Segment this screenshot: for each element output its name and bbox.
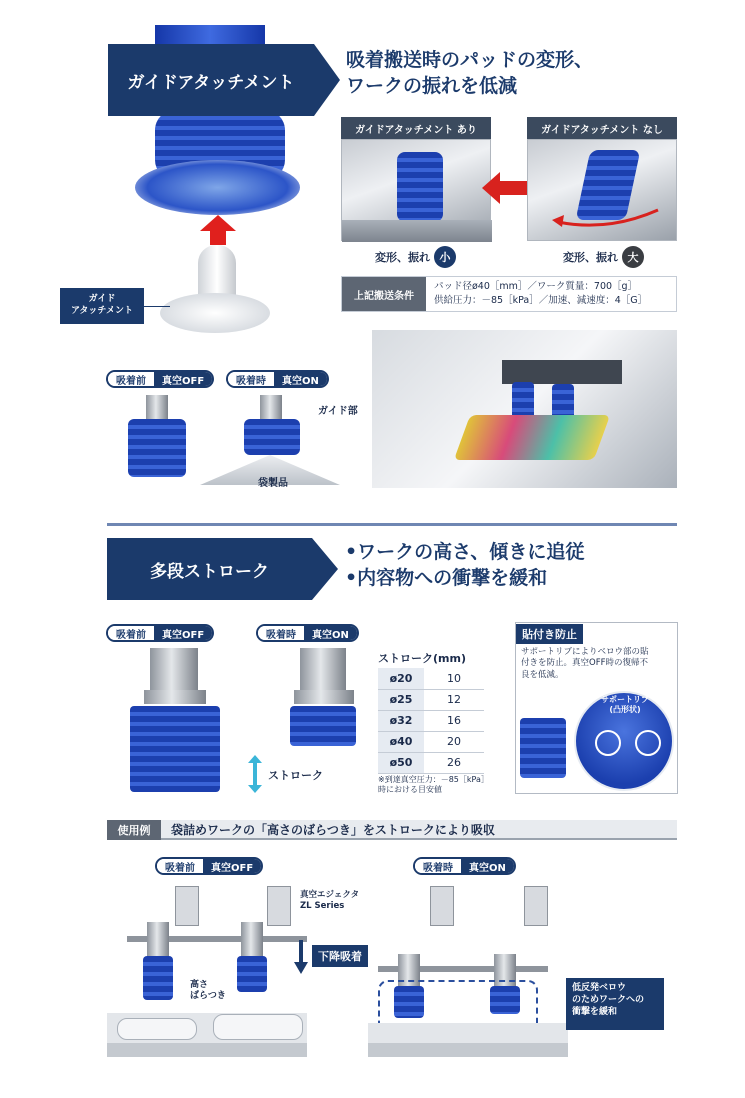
descend-label: 下降吸着 — [312, 945, 368, 967]
s1-bag-photo — [372, 330, 677, 488]
table-row: ø40 20 — [378, 731, 484, 752]
low-bellows-callout: 低反発ベロウ のためワークへの 衝撃を緩和 — [566, 978, 664, 1030]
stroke-label: ストローク — [268, 769, 323, 782]
s2-banner: 多段ストローク — [107, 538, 312, 600]
table-row: ø32 16 — [378, 710, 484, 731]
s2-banner-arrow — [312, 538, 338, 600]
s1-pill-off: 吸着前 真空OFF — [106, 370, 214, 388]
guide-attachment-image — [160, 245, 270, 335]
s3-pill-off: 吸着前 真空OFF — [155, 857, 263, 875]
guide-callout-box: ガイド アタッチメント — [60, 288, 144, 324]
s1-pill-on: 吸着時 真空ON — [226, 370, 329, 388]
s2-pill-on: 吸着時 真空ON — [256, 624, 359, 642]
s3-scene-left — [107, 878, 307, 1058]
s1-banner-arrow — [314, 44, 340, 116]
stroke-table-header: ストローク(mm) — [378, 652, 466, 665]
anti-stick-text: サポートリブによりベロウ部の貼 付きを防止。真空OFF時の復帰不 良を低減。 — [521, 647, 649, 680]
s3-scene-right — [368, 878, 568, 1058]
s1-banner: ガイドアタッチメント — [108, 44, 314, 116]
s2-bellows-on — [290, 648, 360, 748]
badge-small: 小 — [434, 246, 456, 268]
left-arrow-icon — [482, 170, 528, 210]
deform-small: 変形、振れ 小 — [375, 246, 456, 268]
photo-without-guide — [527, 139, 677, 241]
stroke-table — [378, 668, 484, 774]
anti-stick-title: 貼付き防止 — [516, 624, 583, 644]
table-row: ø50 26 — [378, 752, 484, 773]
conditions-label: 上記搬送条件 — [342, 277, 426, 311]
bag-product-label: 袋製品 — [258, 478, 288, 489]
s3-tag: 使用例 — [107, 820, 161, 840]
guide-callout-line — [144, 306, 170, 307]
descend-arrow-icon — [294, 940, 308, 978]
s1-diagram-on — [240, 395, 310, 485]
table-row: ø25 12 — [378, 689, 484, 710]
s1-headline: 吸着搬送時のパッドの変形、 ワークの振れを低減 — [346, 49, 594, 97]
label-with-guide: ガイドアタッチメント あり — [341, 117, 491, 139]
section-divider — [107, 523, 677, 526]
anti-stick-box — [515, 622, 678, 794]
stroke-note: ※到達真空圧力：－85［kPa］ 時における目安値 — [378, 775, 489, 795]
deform-large: 変形、振れ 大 — [563, 246, 644, 268]
height-variation-label: 高さ ばらつき — [190, 980, 226, 1001]
up-arrow-icon — [198, 215, 238, 249]
rib-label: サポートリブ (凸形状) — [601, 695, 649, 714]
s1-diagram-off — [128, 395, 188, 485]
s2-bellows-off — [130, 648, 220, 793]
conditions-box — [341, 276, 677, 312]
table-row: ø20 10 — [378, 668, 484, 689]
badge-large: 大 — [622, 246, 644, 268]
photo-with-guide — [341, 139, 491, 241]
guide-part-label: ガイド部 — [318, 406, 358, 417]
s2-pill-off: 吸着前 真空OFF — [106, 624, 214, 642]
s2-headline: •ワークの高さ、傾きに追従 •内容物への衝撃を緩和 — [345, 541, 585, 589]
ejector-label: 真空エジェクタ ZL Series — [300, 890, 360, 912]
s3-title-bar: 袋詰めワークの「高さのばらつき」をストロークにより吸収 — [161, 820, 677, 840]
label-without-guide: ガイドアタッチメント なし — [527, 117, 677, 139]
conditions-line1: パッド径ø40［mm］／ワーク質量：700［g］ — [434, 281, 638, 292]
stroke-arrow-icon — [248, 755, 262, 797]
conditions-line2: 供給圧力：－85［kPa］／加速、減速度：4［G］ — [434, 295, 648, 307]
s3-pill-on: 吸着時 真空ON — [413, 857, 516, 875]
